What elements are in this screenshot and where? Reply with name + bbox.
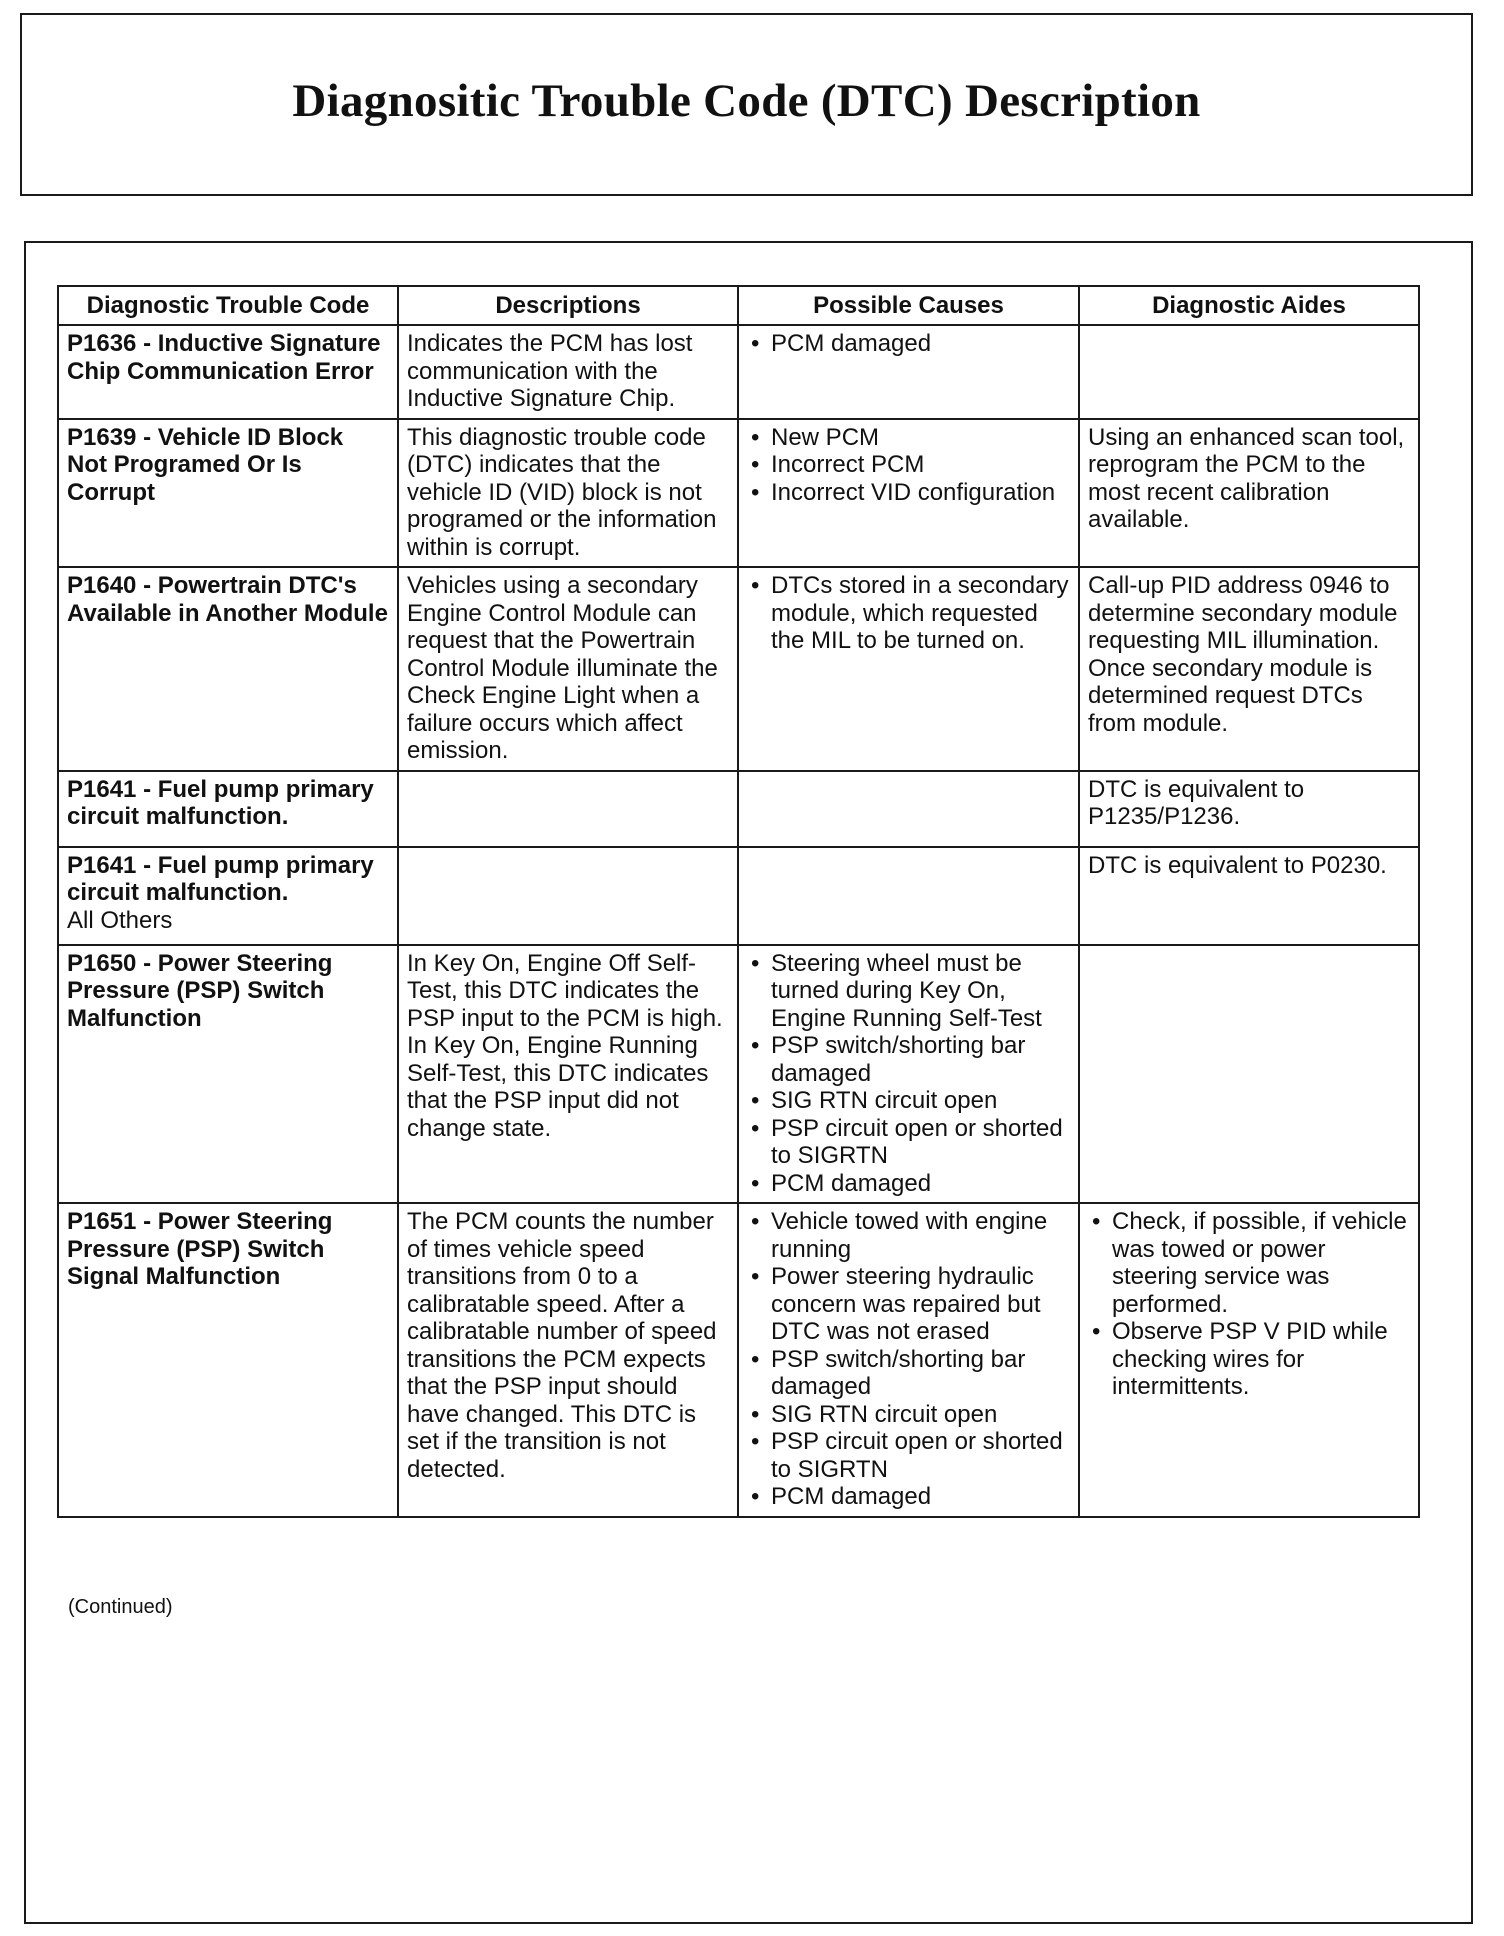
cause-item xyxy=(747,1401,1070,1429)
bullet-icon: • xyxy=(751,1345,760,1373)
description-text: Indicates the PCM has lost communication with the Inductive Signature Chip. xyxy=(407,330,693,412)
cause-item xyxy=(747,1428,1070,1483)
cause-item xyxy=(747,1170,1070,1198)
cause-item xyxy=(747,1115,1070,1170)
cause-text: Vehicle towed with engine running xyxy=(771,1208,1048,1263)
cause-item xyxy=(747,451,1070,479)
table-row xyxy=(58,419,1419,568)
causes-list xyxy=(747,330,1070,358)
dtc-code-cell xyxy=(58,419,398,568)
dtc-code-title: P1641 - Fuel pump primary circuit malfunction. xyxy=(67,851,374,906)
dtc-code-title: P1636 - Inductive Signature Chip Communication Error xyxy=(67,330,381,385)
bullet-icon: • xyxy=(751,949,760,977)
possible-causes-cell xyxy=(738,945,1079,1204)
description-cell xyxy=(398,847,738,945)
cause-item xyxy=(747,950,1070,1033)
diagnostic-aides-cell xyxy=(1079,325,1419,419)
diagnostic-aides-cell xyxy=(1079,945,1419,1204)
dtc-code-cell xyxy=(58,771,398,847)
header-possible-causes: Possible Causes xyxy=(738,286,1079,325)
causes-list xyxy=(747,424,1070,507)
aide-item xyxy=(1088,1318,1410,1401)
bullet-icon: • xyxy=(1092,1208,1101,1235)
possible-causes-cell xyxy=(738,325,1079,419)
description-text: Vehicles using a secondary Engine Control Module can request that the Powertrain Control Module illuminate the Check Engine Light when a failure occurs which affect emission. xyxy=(407,572,718,764)
description-cell xyxy=(398,771,738,847)
cause-text: Incorrect VID configuration xyxy=(771,478,1056,506)
bullet-icon: • xyxy=(751,1428,760,1455)
continued-note: (Continued) xyxy=(68,1596,173,1618)
cause-item xyxy=(747,1032,1070,1087)
aide-text: Check, if possible, if vehicle was towed or power steering service was performed. xyxy=(1112,1208,1407,1318)
description-cell xyxy=(398,325,738,419)
aide-item xyxy=(1088,1208,1410,1318)
dtc-code-title: P1640 - Powertrain DTC's Available in Another Module xyxy=(67,572,388,627)
possible-causes-cell xyxy=(738,771,1079,847)
dtc-code-cell xyxy=(58,325,398,419)
title-box xyxy=(20,13,1473,196)
dtc-code-title: P1639 - Vehicle ID Block Not Programed Or Is Corrupt xyxy=(67,423,344,506)
cause-text: Steering wheel must be turned during Key On, Engine Running Self-Test xyxy=(771,949,1042,1032)
cause-text: Power steering hydraulic concern was repaired but DTC was not erased xyxy=(771,1263,1041,1345)
possible-causes-cell xyxy=(738,847,1079,945)
dtc-code-title: P1650 - Power Steering Pressure (PSP) Switch Malfunction xyxy=(67,949,333,1032)
cause-text: DTCs stored in a secondary module, which requested the MIL to be turned on. xyxy=(771,572,1069,654)
cause-item xyxy=(747,1208,1070,1263)
cause-text: SIG RTN circuit open xyxy=(771,1400,998,1428)
diagnostic-aides-cell xyxy=(1079,1203,1419,1517)
bullet-icon: • xyxy=(751,1114,760,1142)
description-cell xyxy=(398,1203,738,1517)
cause-text: PSP switch/shorting bar damaged xyxy=(771,1345,1026,1400)
bullet-icon: • xyxy=(751,423,760,451)
causes-list xyxy=(747,1208,1070,1511)
dtc-code-title: P1641 - Fuel pump primary circuit malfunction. xyxy=(67,775,374,830)
description-text: The PCM counts the number of times vehicle speed transitions from 0 to a calibratable speed. After a calibratable number of speed transitions the PCM expects that the PSP input should have changed. This DTC is set if the transition is not detected. xyxy=(407,1208,717,1483)
dtc-code-cell xyxy=(58,567,398,771)
dtc-code-cell xyxy=(58,945,398,1204)
causes-list xyxy=(747,572,1070,655)
aides-text: DTC is equivalent to P0230. xyxy=(1088,851,1387,879)
table-row xyxy=(58,567,1419,771)
cause-text: PCM damaged xyxy=(771,330,932,357)
description-cell xyxy=(398,567,738,771)
cause-text: PSP circuit open or shorted to SIGRTN xyxy=(771,1114,1063,1169)
bullet-icon: • xyxy=(751,1087,760,1114)
bullet-icon: • xyxy=(751,451,760,478)
cause-item xyxy=(747,424,1070,452)
possible-causes-cell xyxy=(738,567,1079,771)
bullet-icon: • xyxy=(751,1263,760,1290)
table-row xyxy=(58,325,1419,419)
page-title: Diagnositic Trouble Code (DTC) Description xyxy=(292,74,1201,127)
aides-text: Call-up PID address 0946 to determine secondary module requesting MIL illumination. Once secondary module is determined request DTCs from module. xyxy=(1088,572,1398,737)
bullet-icon: • xyxy=(751,1483,760,1510)
description-cell xyxy=(398,945,738,1204)
cause-item xyxy=(747,1263,1070,1346)
bullet-icon: • xyxy=(751,1169,760,1197)
possible-causes-cell xyxy=(738,1203,1079,1517)
cause-item xyxy=(747,572,1070,655)
diagnostic-aides-cell xyxy=(1079,419,1419,568)
cause-text: PCM damaged xyxy=(771,1483,932,1510)
table-header-row xyxy=(58,286,1419,325)
description-text: This diagnostic trouble code (DTC) indicates that the vehicle ID (VID) block is not programed or the information within is corrupt. xyxy=(407,423,717,561)
diagnostic-aides-cell xyxy=(1079,771,1419,847)
cause-text: New PCM xyxy=(771,423,880,451)
bullet-icon: • xyxy=(751,1032,760,1059)
table-row xyxy=(58,847,1419,945)
dtc-code-note: All Others xyxy=(67,906,173,934)
bullet-icon: • xyxy=(751,478,760,506)
cause-text: Incorrect PCM xyxy=(771,451,925,478)
aide-text: Observe PSP V PID while checking wires for intermittents. xyxy=(1112,1318,1388,1400)
table-row xyxy=(58,1203,1419,1517)
bullet-icon: • xyxy=(1092,1318,1101,1345)
dtc-code-cell xyxy=(58,847,398,945)
cause-text: PCM damaged xyxy=(771,1169,932,1197)
table-row xyxy=(58,945,1419,1204)
bullet-icon: • xyxy=(751,1208,760,1235)
aides-list xyxy=(1088,1208,1410,1401)
cause-item xyxy=(747,1483,1070,1511)
header-descriptions: Descriptions xyxy=(398,286,738,325)
cause-item xyxy=(747,1087,1070,1115)
aides-text: Using an enhanced scan tool, reprogram the PCM to the most recent calibration available. xyxy=(1088,423,1405,533)
causes-list xyxy=(747,950,1070,1198)
possible-causes-cell xyxy=(738,419,1079,568)
description-cell xyxy=(398,419,738,568)
diagnostic-aides-cell xyxy=(1079,567,1419,771)
dtc-code-cell xyxy=(58,1203,398,1517)
aides-text: DTC is equivalent to P1235/P1236. xyxy=(1088,775,1305,830)
bullet-icon: • xyxy=(751,330,760,357)
cause-item xyxy=(747,330,1070,358)
description-text: In Key On, Engine Off Self-Test, this DTC indicates the PSP input to the PCM is high. In Key On, Engine Running Self-Test, this DTC indicates that the PSP input did not change state. xyxy=(407,949,723,1142)
cause-text: PSP switch/shorting bar damaged xyxy=(771,1032,1026,1087)
header-diagnostic-aides: Diagnostic Aides xyxy=(1079,286,1419,325)
diagnostic-aides-cell xyxy=(1079,847,1419,945)
dtc-table xyxy=(57,285,1420,1518)
header-diagnostic-trouble-code: Diagnostic Trouble Code xyxy=(58,286,398,325)
cause-text: PSP circuit open or shorted to SIGRTN xyxy=(771,1428,1063,1483)
bullet-icon: • xyxy=(751,572,760,599)
cause-item xyxy=(747,1346,1070,1401)
table-body xyxy=(58,325,1419,1517)
table-row xyxy=(58,771,1419,847)
dtc-code-title: P1651 - Power Steering Pressure (PSP) Switch Signal Malfunction xyxy=(67,1208,333,1290)
cause-text: SIG RTN circuit open xyxy=(771,1087,998,1114)
bullet-icon: • xyxy=(751,1400,760,1428)
cause-item xyxy=(747,479,1070,507)
